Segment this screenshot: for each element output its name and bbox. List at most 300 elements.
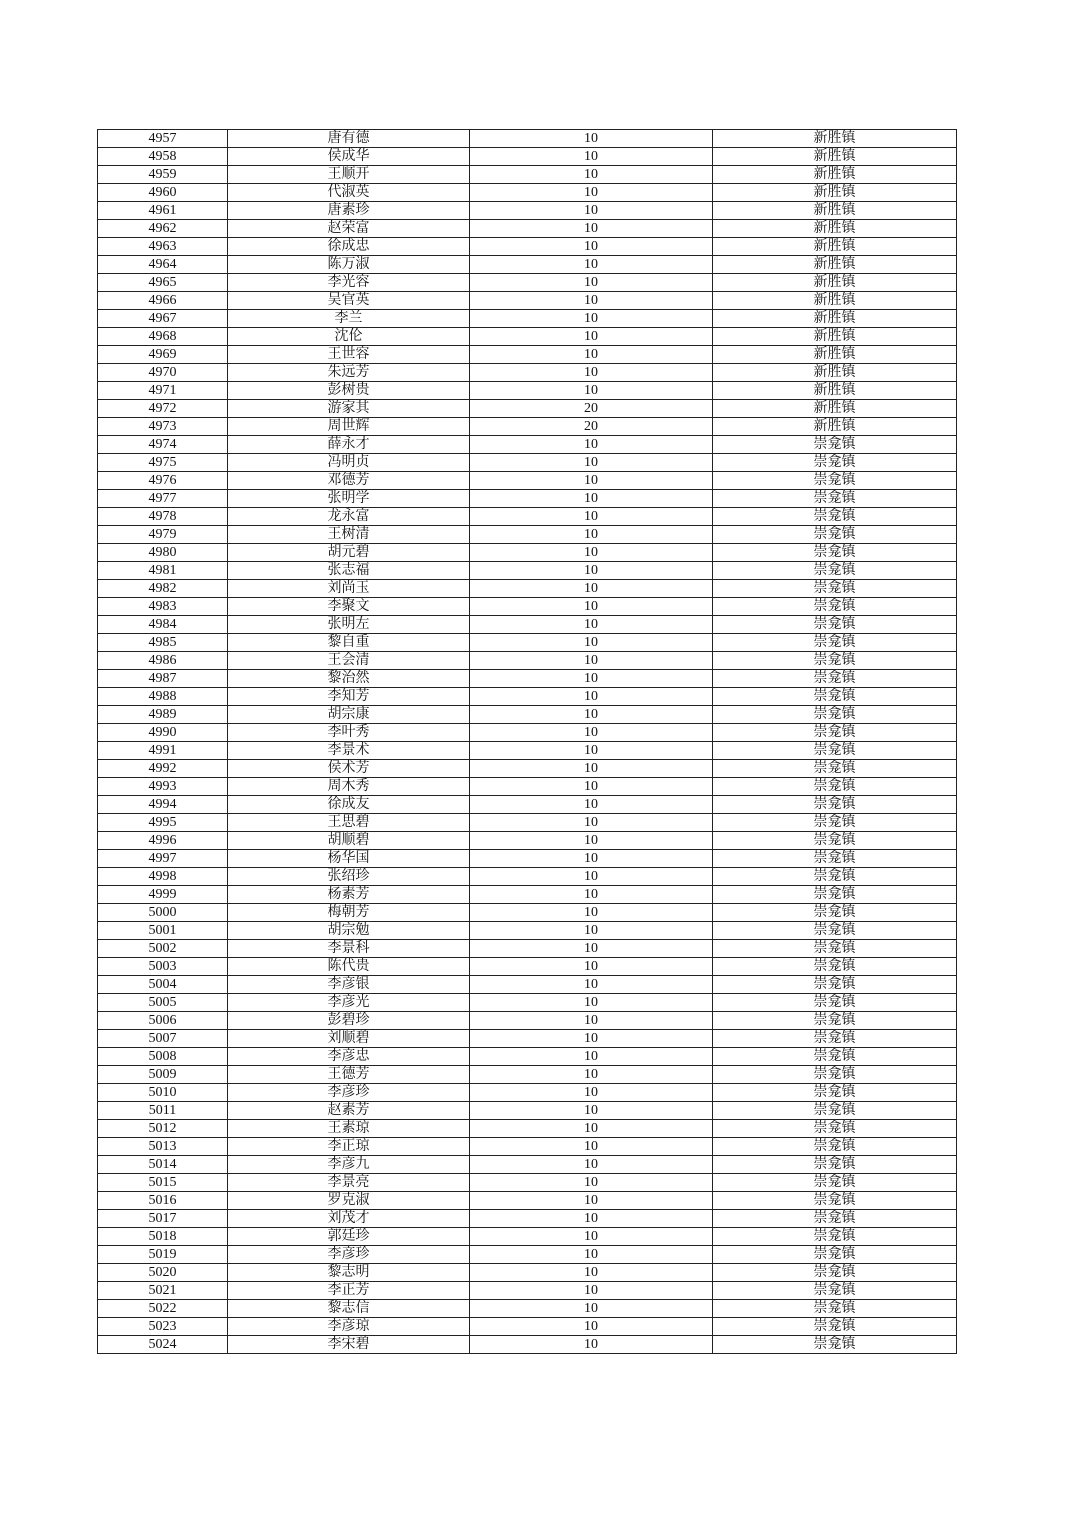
table-row [98, 1156, 957, 1174]
table-row [98, 1336, 957, 1354]
name-cell: 王世容 [228, 346, 470, 364]
amount-cell: 10 [470, 814, 713, 832]
amount-cell: 10 [470, 976, 713, 994]
name-cell: 黎志明 [228, 1264, 470, 1282]
amount-cell: 10 [470, 922, 713, 940]
table-row [98, 364, 957, 382]
amount-cell: 10 [470, 1066, 713, 1084]
table-row [98, 292, 957, 310]
row-number-cell: 5010 [98, 1084, 228, 1102]
row-number-cell: 4991 [98, 742, 228, 760]
amount-cell: 10 [470, 1138, 713, 1156]
amount-cell: 20 [470, 418, 713, 436]
amount-cell: 10 [470, 760, 713, 778]
town-cell: 崇龛镇 [713, 616, 957, 634]
table-row [98, 166, 957, 184]
town-cell: 崇龛镇 [713, 562, 957, 580]
amount-cell: 10 [470, 904, 713, 922]
table-row [98, 1084, 957, 1102]
town-cell: 崇龛镇 [713, 1264, 957, 1282]
name-cell: 徐成友 [228, 796, 470, 814]
town-cell: 崇龛镇 [713, 1318, 957, 1336]
amount-cell: 10 [470, 184, 713, 202]
table-row [98, 148, 957, 166]
town-cell: 崇龛镇 [713, 958, 957, 976]
table-row [98, 238, 957, 256]
amount-cell: 10 [470, 706, 713, 724]
name-cell: 张明学 [228, 490, 470, 508]
row-number-cell: 5014 [98, 1156, 228, 1174]
table-row [98, 634, 957, 652]
row-number-cell: 4979 [98, 526, 228, 544]
amount-cell: 10 [470, 436, 713, 454]
row-number-cell: 4990 [98, 724, 228, 742]
table-row [98, 742, 957, 760]
table-row [98, 1066, 957, 1084]
town-cell: 崇龛镇 [713, 886, 957, 904]
row-number-cell: 4996 [98, 832, 228, 850]
name-cell: 陈代贵 [228, 958, 470, 976]
table-row [98, 1174, 957, 1192]
name-cell: 王树清 [228, 526, 470, 544]
table-row [98, 418, 957, 436]
name-cell: 唐素珍 [228, 202, 470, 220]
name-cell: 李彦珍 [228, 1084, 470, 1102]
amount-cell: 10 [470, 148, 713, 166]
table-row [98, 508, 957, 526]
town-cell: 新胜镇 [713, 346, 957, 364]
amount-cell: 10 [470, 508, 713, 526]
amount-cell: 20 [470, 400, 713, 418]
row-number-cell: 4998 [98, 868, 228, 886]
name-cell: 李彦忠 [228, 1048, 470, 1066]
row-number-cell: 4982 [98, 580, 228, 598]
table-row [98, 580, 957, 598]
amount-cell: 10 [470, 778, 713, 796]
table-row [98, 958, 957, 976]
table-row [98, 454, 957, 472]
row-number-cell: 4961 [98, 202, 228, 220]
table-row [98, 1048, 957, 1066]
row-number-cell: 5007 [98, 1030, 228, 1048]
town-cell: 崇龛镇 [713, 1192, 957, 1210]
name-cell: 周木秀 [228, 778, 470, 796]
name-cell: 王顺开 [228, 166, 470, 184]
name-cell: 郭廷珍 [228, 1228, 470, 1246]
table-row [98, 1246, 957, 1264]
row-number-cell: 4997 [98, 850, 228, 868]
town-cell: 崇龛镇 [713, 1336, 957, 1354]
name-cell: 徐成忠 [228, 238, 470, 256]
amount-cell: 10 [470, 850, 713, 868]
name-cell: 刘尚玉 [228, 580, 470, 598]
town-cell: 崇龛镇 [713, 472, 957, 490]
town-cell: 崇龛镇 [713, 922, 957, 940]
town-cell: 新胜镇 [713, 310, 957, 328]
row-number-cell: 5016 [98, 1192, 228, 1210]
name-cell: 胡宗勉 [228, 922, 470, 940]
row-number-cell: 5017 [98, 1210, 228, 1228]
town-cell: 崇龛镇 [713, 490, 957, 508]
name-cell: 张明左 [228, 616, 470, 634]
name-cell: 李彦光 [228, 994, 470, 1012]
row-number-cell: 5013 [98, 1138, 228, 1156]
table-row [98, 1192, 957, 1210]
table-body [98, 130, 957, 1354]
table-row [98, 490, 957, 508]
name-cell: 胡元碧 [228, 544, 470, 562]
name-cell: 黎志信 [228, 1300, 470, 1318]
town-cell: 崇龛镇 [713, 1120, 957, 1138]
town-cell: 崇龛镇 [713, 706, 957, 724]
town-cell: 新胜镇 [713, 328, 957, 346]
amount-cell: 10 [470, 346, 713, 364]
name-cell: 龙永富 [228, 508, 470, 526]
name-cell: 刘顺碧 [228, 1030, 470, 1048]
name-cell: 李景科 [228, 940, 470, 958]
row-number-cell: 4984 [98, 616, 228, 634]
name-cell: 薛永才 [228, 436, 470, 454]
row-number-cell: 5002 [98, 940, 228, 958]
town-cell: 崇龛镇 [713, 868, 957, 886]
town-cell: 崇龛镇 [713, 670, 957, 688]
name-cell: 王思碧 [228, 814, 470, 832]
name-cell: 黎自重 [228, 634, 470, 652]
name-cell: 邓德芳 [228, 472, 470, 490]
table-row [98, 400, 957, 418]
town-cell: 崇龛镇 [713, 940, 957, 958]
name-cell: 赵素芳 [228, 1102, 470, 1120]
table-row [98, 274, 957, 292]
amount-cell: 10 [470, 256, 713, 274]
table-row [98, 220, 957, 238]
amount-cell: 10 [470, 364, 713, 382]
name-cell: 刘茂才 [228, 1210, 470, 1228]
town-cell: 崇龛镇 [713, 1210, 957, 1228]
table-row [98, 436, 957, 454]
row-number-cell: 5012 [98, 1120, 228, 1138]
town-cell: 崇龛镇 [713, 742, 957, 760]
row-number-cell: 4989 [98, 706, 228, 724]
town-cell: 崇龛镇 [713, 544, 957, 562]
row-number-cell: 5018 [98, 1228, 228, 1246]
row-number-cell: 4976 [98, 472, 228, 490]
name-cell: 黎治然 [228, 670, 470, 688]
row-number-cell: 4971 [98, 382, 228, 400]
row-number-cell: 4959 [98, 166, 228, 184]
town-cell: 新胜镇 [713, 274, 957, 292]
row-number-cell: 5020 [98, 1264, 228, 1282]
row-number-cell: 4985 [98, 634, 228, 652]
table-row [98, 1210, 957, 1228]
row-number-cell: 4978 [98, 508, 228, 526]
town-cell: 崇龛镇 [713, 1084, 957, 1102]
table-row [98, 652, 957, 670]
town-cell: 崇龛镇 [713, 580, 957, 598]
name-cell: 王德芳 [228, 1066, 470, 1084]
name-cell: 胡宗康 [228, 706, 470, 724]
name-cell: 杨素芳 [228, 886, 470, 904]
table-row [98, 940, 957, 958]
name-cell: 李正琼 [228, 1138, 470, 1156]
table-row [98, 868, 957, 886]
row-number-cell: 4999 [98, 886, 228, 904]
amount-cell: 10 [470, 202, 713, 220]
table-row [98, 850, 957, 868]
row-number-cell: 4987 [98, 670, 228, 688]
table-row [98, 976, 957, 994]
table-row [98, 1300, 957, 1318]
amount-cell: 10 [470, 886, 713, 904]
town-cell: 崇龛镇 [713, 1282, 957, 1300]
amount-cell: 10 [470, 1282, 713, 1300]
row-number-cell: 5009 [98, 1066, 228, 1084]
amount-cell: 10 [470, 742, 713, 760]
row-number-cell: 5000 [98, 904, 228, 922]
amount-cell: 10 [470, 1228, 713, 1246]
row-number-cell: 5006 [98, 1012, 228, 1030]
amount-cell: 10 [470, 310, 713, 328]
table-row [98, 130, 957, 148]
row-number-cell: 5024 [98, 1336, 228, 1354]
name-cell: 李景术 [228, 742, 470, 760]
name-cell: 张志福 [228, 562, 470, 580]
name-cell: 侯成华 [228, 148, 470, 166]
name-cell: 彭碧珍 [228, 1012, 470, 1030]
row-number-cell: 5023 [98, 1318, 228, 1336]
name-cell: 李彦琼 [228, 1318, 470, 1336]
row-number-cell: 4958 [98, 148, 228, 166]
name-cell: 梅朝芳 [228, 904, 470, 922]
table-row [98, 472, 957, 490]
row-number-cell: 4965 [98, 274, 228, 292]
amount-cell: 10 [470, 1210, 713, 1228]
amount-cell: 10 [470, 1174, 713, 1192]
name-cell: 杨华国 [228, 850, 470, 868]
name-cell: 唐有德 [228, 130, 470, 148]
amount-cell: 10 [470, 724, 713, 742]
name-cell: 游家其 [228, 400, 470, 418]
amount-cell: 10 [470, 454, 713, 472]
town-cell: 崇龛镇 [713, 1066, 957, 1084]
row-number-cell: 5021 [98, 1282, 228, 1300]
row-number-cell: 4962 [98, 220, 228, 238]
amount-cell: 10 [470, 1156, 713, 1174]
town-cell: 新胜镇 [713, 238, 957, 256]
town-cell: 崇龛镇 [713, 634, 957, 652]
row-number-cell: 5004 [98, 976, 228, 994]
row-number-cell: 5005 [98, 994, 228, 1012]
row-number-cell: 4994 [98, 796, 228, 814]
amount-cell: 10 [470, 130, 713, 148]
name-cell: 李正芳 [228, 1282, 470, 1300]
town-cell: 崇龛镇 [713, 832, 957, 850]
amount-cell: 10 [470, 544, 713, 562]
table-row [98, 382, 957, 400]
table-row [98, 994, 957, 1012]
name-cell: 朱远芳 [228, 364, 470, 382]
table-row [98, 184, 957, 202]
table-row [98, 526, 957, 544]
name-cell: 冯明贞 [228, 454, 470, 472]
amount-cell: 10 [470, 598, 713, 616]
town-cell: 崇龛镇 [713, 526, 957, 544]
town-cell: 新胜镇 [713, 382, 957, 400]
name-cell: 李宋碧 [228, 1336, 470, 1354]
name-cell: 胡顺碧 [228, 832, 470, 850]
table-row [98, 328, 957, 346]
table-row [98, 1030, 957, 1048]
town-cell: 崇龛镇 [713, 796, 957, 814]
amount-cell: 10 [470, 166, 713, 184]
amount-cell: 10 [470, 634, 713, 652]
row-number-cell: 4967 [98, 310, 228, 328]
table-row [98, 724, 957, 742]
row-number-cell: 4960 [98, 184, 228, 202]
table-row [98, 796, 957, 814]
data-table [97, 129, 957, 1354]
name-cell: 李彦珍 [228, 1246, 470, 1264]
name-cell: 王素琼 [228, 1120, 470, 1138]
row-number-cell: 5001 [98, 922, 228, 940]
name-cell: 李彦九 [228, 1156, 470, 1174]
town-cell: 崇龛镇 [713, 1102, 957, 1120]
table-row [98, 1012, 957, 1030]
town-cell: 新胜镇 [713, 202, 957, 220]
amount-cell: 10 [470, 490, 713, 508]
amount-cell: 10 [470, 220, 713, 238]
table-row [98, 760, 957, 778]
name-cell: 王会清 [228, 652, 470, 670]
row-number-cell: 4963 [98, 238, 228, 256]
amount-cell: 10 [470, 652, 713, 670]
town-cell: 崇龛镇 [713, 598, 957, 616]
row-number-cell: 5019 [98, 1246, 228, 1264]
row-number-cell: 4980 [98, 544, 228, 562]
row-number-cell: 4972 [98, 400, 228, 418]
row-number-cell: 4977 [98, 490, 228, 508]
table-row [98, 1282, 957, 1300]
town-cell: 新胜镇 [713, 364, 957, 382]
table-row [98, 1228, 957, 1246]
table-row [98, 616, 957, 634]
town-cell: 崇龛镇 [713, 1030, 957, 1048]
name-cell: 李景亮 [228, 1174, 470, 1192]
name-cell: 李知芳 [228, 688, 470, 706]
town-cell: 崇龛镇 [713, 1246, 957, 1264]
row-number-cell: 5008 [98, 1048, 228, 1066]
town-cell: 崇龛镇 [713, 1048, 957, 1066]
row-number-cell: 4964 [98, 256, 228, 274]
table-row [98, 886, 957, 904]
table-row [98, 922, 957, 940]
town-cell: 崇龛镇 [713, 1228, 957, 1246]
table-row [98, 706, 957, 724]
table-row [98, 832, 957, 850]
amount-cell: 10 [470, 292, 713, 310]
table-row [98, 202, 957, 220]
town-cell: 崇龛镇 [713, 454, 957, 472]
amount-cell: 10 [470, 562, 713, 580]
amount-cell: 10 [470, 868, 713, 886]
town-cell: 新胜镇 [713, 256, 957, 274]
amount-cell: 10 [470, 994, 713, 1012]
amount-cell: 10 [470, 1012, 713, 1030]
row-number-cell: 4975 [98, 454, 228, 472]
row-number-cell: 4974 [98, 436, 228, 454]
town-cell: 崇龛镇 [713, 724, 957, 742]
amount-cell: 10 [470, 1192, 713, 1210]
table-row [98, 256, 957, 274]
amount-cell: 10 [470, 1264, 713, 1282]
town-cell: 新胜镇 [713, 220, 957, 238]
name-cell: 彭树贵 [228, 382, 470, 400]
town-cell: 崇龛镇 [713, 1138, 957, 1156]
table-row [98, 598, 957, 616]
name-cell: 沈伦 [228, 328, 470, 346]
row-number-cell: 4992 [98, 760, 228, 778]
amount-cell: 10 [470, 382, 713, 400]
name-cell: 侯术芳 [228, 760, 470, 778]
row-number-cell: 4988 [98, 688, 228, 706]
name-cell: 赵荣富 [228, 220, 470, 238]
amount-cell: 10 [470, 580, 713, 598]
table-row [98, 904, 957, 922]
town-cell: 崇龛镇 [713, 1012, 957, 1030]
amount-cell: 10 [470, 940, 713, 958]
table-row [98, 1102, 957, 1120]
amount-cell: 10 [470, 238, 713, 256]
row-number-cell: 4968 [98, 328, 228, 346]
row-number-cell: 4957 [98, 130, 228, 148]
amount-cell: 10 [470, 688, 713, 706]
amount-cell: 10 [470, 1102, 713, 1120]
table-row [98, 562, 957, 580]
table-row [98, 1120, 957, 1138]
row-number-cell: 5015 [98, 1174, 228, 1192]
name-cell: 李兰 [228, 310, 470, 328]
table-row [98, 544, 957, 562]
town-cell: 崇龛镇 [713, 976, 957, 994]
row-number-cell: 4993 [98, 778, 228, 796]
amount-cell: 10 [470, 832, 713, 850]
town-cell: 崇龛镇 [713, 994, 957, 1012]
amount-cell: 10 [470, 1048, 713, 1066]
row-number-cell: 4966 [98, 292, 228, 310]
name-cell: 李彦银 [228, 976, 470, 994]
name-cell: 陈万淑 [228, 256, 470, 274]
town-cell: 崇龛镇 [713, 778, 957, 796]
table-row [98, 1318, 957, 1336]
town-cell: 新胜镇 [713, 130, 957, 148]
row-number-cell: 4986 [98, 652, 228, 670]
table-row [98, 310, 957, 328]
town-cell: 崇龛镇 [713, 1300, 957, 1318]
table-row [98, 688, 957, 706]
town-cell: 崇龛镇 [713, 850, 957, 868]
amount-cell: 10 [470, 1120, 713, 1138]
name-cell: 周世辉 [228, 418, 470, 436]
amount-cell: 10 [470, 796, 713, 814]
town-cell: 崇龛镇 [713, 1156, 957, 1174]
amount-cell: 10 [470, 958, 713, 976]
town-cell: 新胜镇 [713, 400, 957, 418]
town-cell: 新胜镇 [713, 292, 957, 310]
row-number-cell: 5011 [98, 1102, 228, 1120]
town-cell: 崇龛镇 [713, 1174, 957, 1192]
town-cell: 崇龛镇 [713, 652, 957, 670]
town-cell: 崇龛镇 [713, 814, 957, 832]
